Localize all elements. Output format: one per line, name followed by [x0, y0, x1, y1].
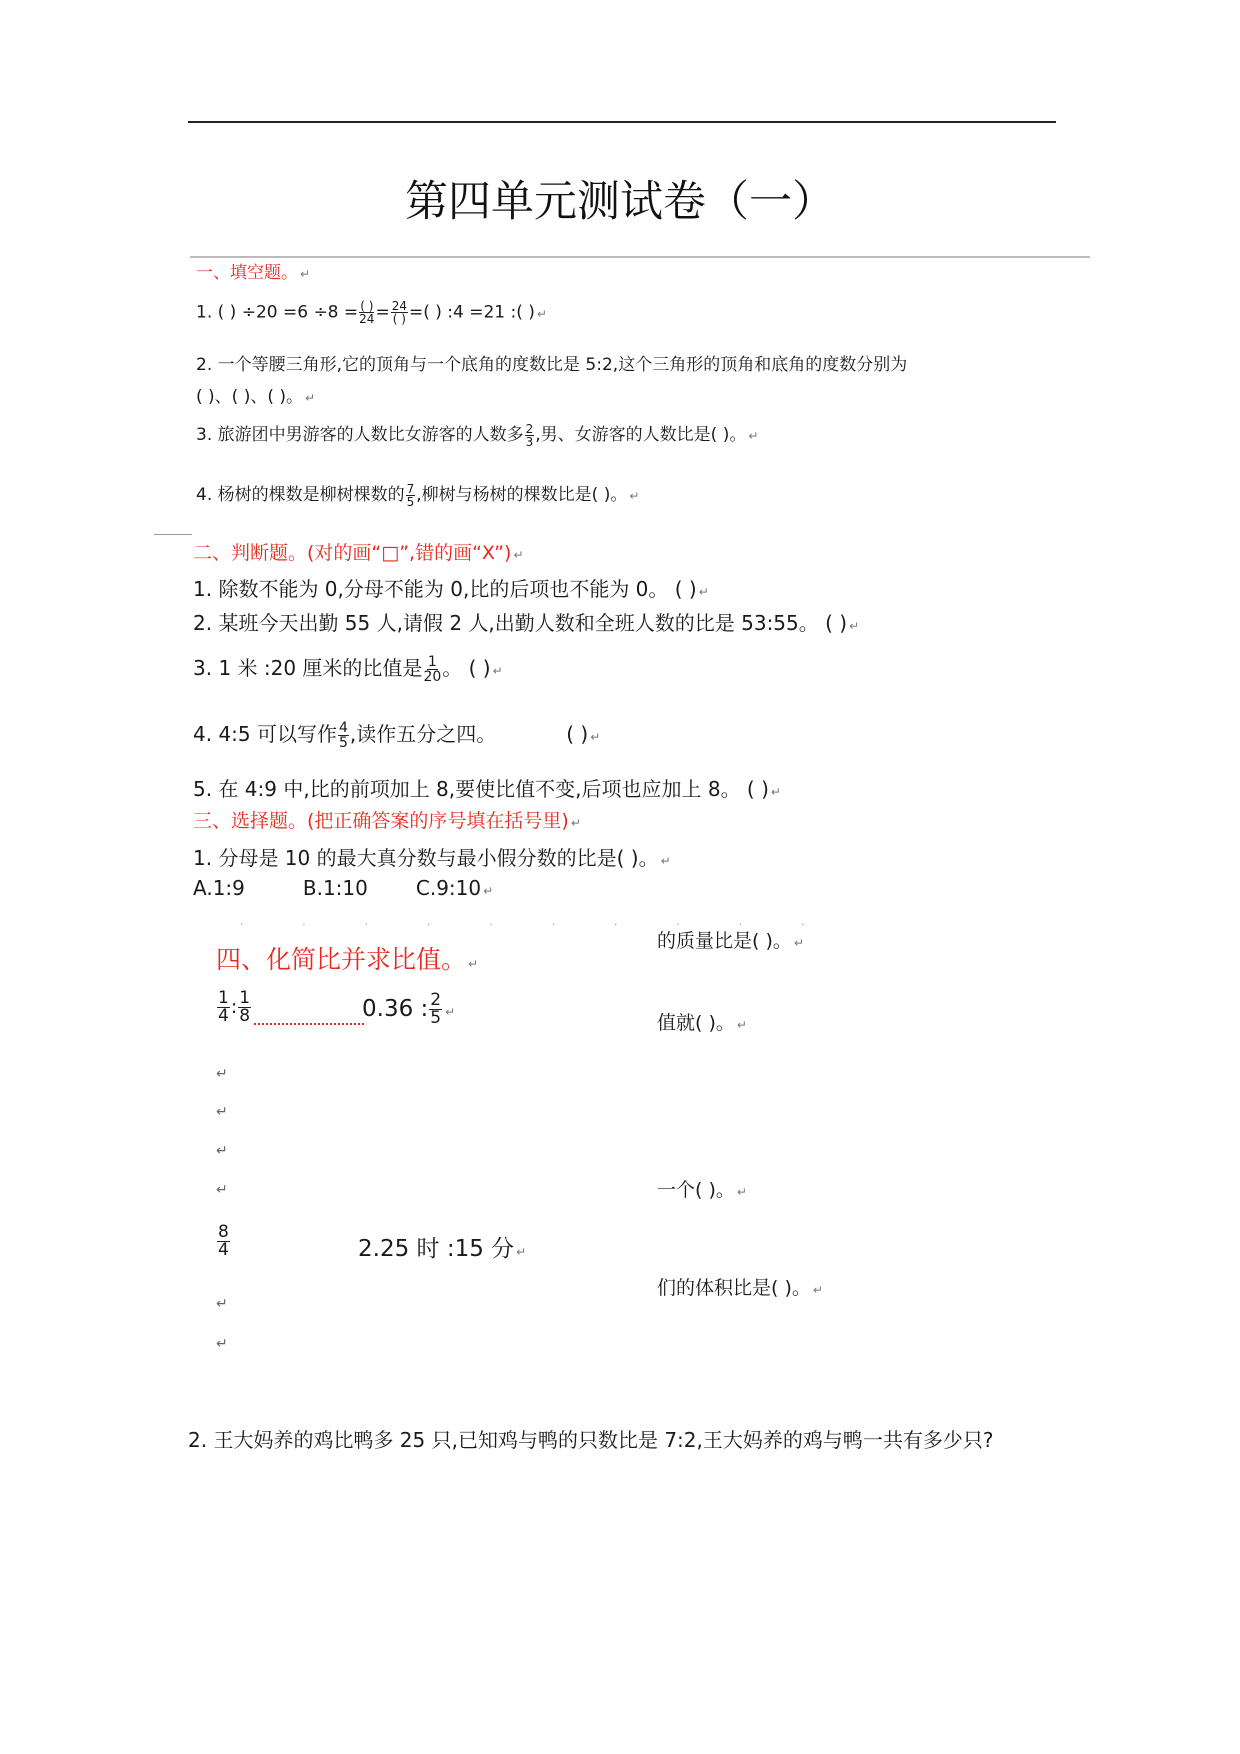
fraction: $\frac{1}{4}$	[218, 988, 229, 1026]
s3-fragment-4: 们的体积比是( )。 ↵	[657, 1277, 823, 1299]
section3-heading: 三、选择题。(把正确答案的序号填在括号里) ↵	[193, 810, 581, 832]
s2-question-4: 4. 4:5 可以写作 $\frac{4}{5}$ ,读作五分之四。 ( ) ↵	[193, 720, 601, 751]
option-c: C.9:10	[415, 876, 482, 900]
fraction: $\frac{1}{20}$	[423, 654, 442, 685]
return-mark: ↵	[216, 1296, 228, 1312]
s3-fragment-1: 的质量比是( )。 ↵	[657, 930, 804, 952]
fraction: $\frac{( )}{24}$	[359, 299, 375, 326]
scan-artifact-dots: · · · · · · · · · ·	[240, 920, 833, 931]
section1-heading: 一、填空题。 ↵	[196, 263, 311, 283]
option-a: A.1:9	[193, 876, 245, 900]
return-mark: ↵	[216, 1336, 228, 1352]
s3-options: A.1:9 B.1:10 C.9:10 ↵	[193, 876, 494, 900]
s2-question-1: 1. 除数不能为 0,分母不能为 0,比的后项也不能为 0。 ( ) ↵	[193, 577, 709, 601]
option-b: B.1:10	[302, 876, 368, 900]
s2-question-2: 2. 某班今天出勤 55 人,请假 2 人,出勤人数和全班人数的比是 53:55。 ( ) ↵	[193, 611, 860, 635]
s3-fragment-2: 值就( )。 ↵	[657, 1012, 747, 1034]
section2-heading: 二、判断题。(对的画“□”,错的画“X”) ↵	[193, 542, 524, 564]
s1-question-3: 3. 旅游团中男游客的人数比女游客的人数多 $\frac{2}{3}$ ,男、女游客的人数比是( )。 ↵	[196, 421, 759, 449]
word-problem-2: 2. 王大妈养的鸡比鸭多 25 只,已知鸡与鸭的只数比是 7:2,王大妈养的鸡与鸭一共有多少只?	[188, 1428, 994, 1452]
page-title: 第四单元测试卷（一）	[405, 177, 835, 227]
return-mark: ↵	[216, 1143, 228, 1159]
s3-fragment-3: 一个( )。 ↵	[657, 1179, 747, 1201]
s1-question-2-line2: ( )、( )、( )。 ↵	[196, 387, 316, 407]
s1-question-1: 1. ( ) ÷20 =6 ÷8 = $\frac{( )}{24}$ = $\frac{24}{( )}$ =( ) :4 =21 :( ) ↵	[196, 299, 547, 326]
section4-heading: 四、化简比并求比值。 ↵	[216, 945, 479, 974]
s4-expression-1: $\frac{1}{4}$ : $\frac{1}{8}$	[216, 990, 364, 1025]
top-rule	[188, 121, 1056, 123]
fraction: $\frac{2}{3}$	[525, 421, 534, 449]
s1-question-4: 4. 杨树的棵数是柳树棵数的 $\frac{7}{5}$ ,柳树与杨树的棵数比是( )。 ↵	[196, 481, 640, 509]
s4-expression-4: 2.25 时 :15 分 ↵	[358, 1236, 527, 1262]
wavy-underline	[254, 1019, 364, 1025]
title-rule	[190, 256, 1090, 258]
return-mark: ↵	[216, 1104, 228, 1120]
s2-question-3: 3. 1 米 :20 厘米的比值是 $\frac{1}{20}$ 。 ( ) ↵	[193, 654, 503, 685]
fraction: $\frac{2}{5}$	[430, 990, 442, 1028]
s1-question-2-line1: 2. 一个等腰三角形,它的顶角与一个底角的度数比是 5:2,这个三角形的顶角和底角的度数分别为	[196, 355, 908, 375]
return-mark: ↵	[216, 1182, 228, 1198]
s2-question-5: 5. 在 4:9 中,比的前项加上 8,要使比值不变,后项也应加上 8。 ( ) ↵	[193, 777, 781, 801]
fraction: $\frac{1}{8}$	[239, 988, 251, 1026]
scan-artifact-line	[154, 534, 192, 535]
fraction: $\frac{7}{5}$	[406, 481, 415, 509]
fraction: $\frac{8}{4}$	[218, 1222, 229, 1260]
fraction: $\frac{24}{( )}$	[391, 299, 407, 326]
return-mark: ↵	[216, 1066, 228, 1082]
s4-expression-2: 0.36 : $\frac{2}{5}$ ↵	[362, 990, 456, 1028]
fraction: $\frac{4}{5}$	[338, 720, 348, 751]
s3-question-1: 1. 分母是 10 的最大真分数与最小假分数的比是( )。 ↵	[193, 846, 671, 870]
s4-expression-3	[216, 1224, 231, 1259]
